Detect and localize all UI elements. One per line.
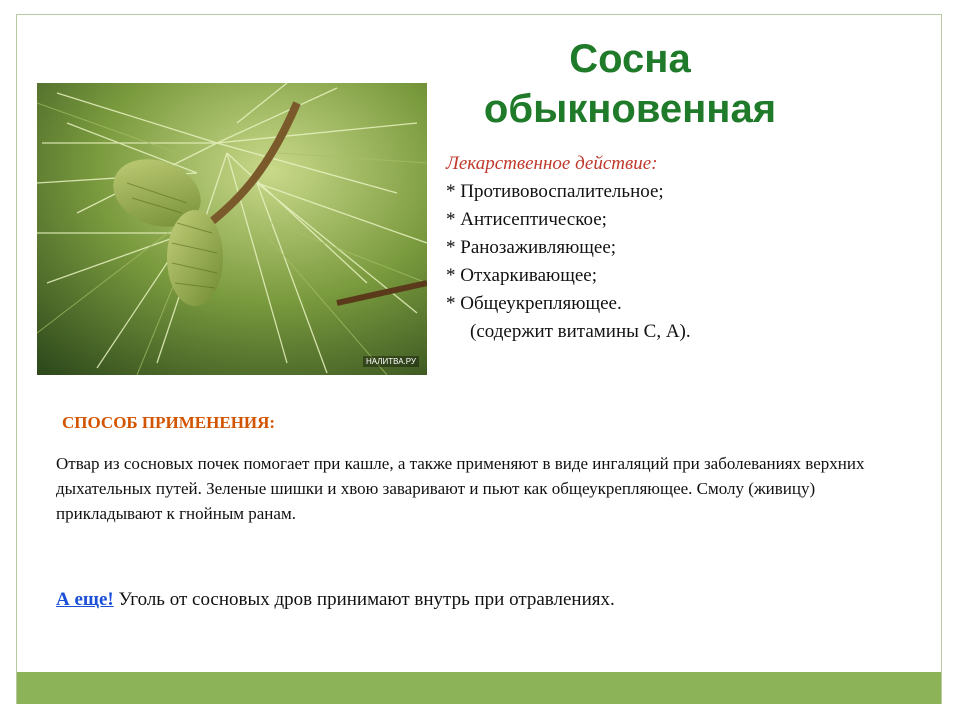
extra-text: Уголь от сосновых дров принимают внутрь при отравлениях. <box>113 589 615 610</box>
vitamins-note: (содержит витамины С, А). <box>470 321 691 342</box>
footer-bar <box>17 672 941 704</box>
medicinal-effects <box>446 150 916 346</box>
effects-heading: Лекарственное действие: <box>446 153 658 174</box>
effect-item: * Противовоспалительное; <box>446 181 664 202</box>
extra-fact <box>56 587 916 613</box>
effect-item: * Общеукрепляющее. <box>446 293 622 314</box>
effect-item: * Ранозаживляющее; <box>446 237 617 258</box>
pine-photo <box>37 83 427 375</box>
pine-branch-illustration <box>37 83 427 375</box>
title-line-2: обыкновенная <box>483 87 777 131</box>
extra-link[interactable]: А еще! <box>56 589 114 610</box>
usage-text: Отвар из сосновых почек помогает при кашле, а также применяют в виде ингаляций при заболеваниях верхних дыхательных путей. Зеленые шишки и хвою заваривают и пьют как общеукрепляющее. Смолу (живицу) прикладывают к гнойным ранам. <box>56 454 865 523</box>
usage-heading: СПОСОБ ПРИМЕНЕНИЯ: <box>62 413 276 432</box>
effect-item: * Отхаркивающее; <box>446 265 597 286</box>
page-title <box>440 34 820 134</box>
image-watermark: НАЛИТВА.РУ <box>363 356 419 367</box>
title-line-1: Сосна <box>569 37 691 81</box>
effect-item: * Антисептическое; <box>446 209 607 230</box>
